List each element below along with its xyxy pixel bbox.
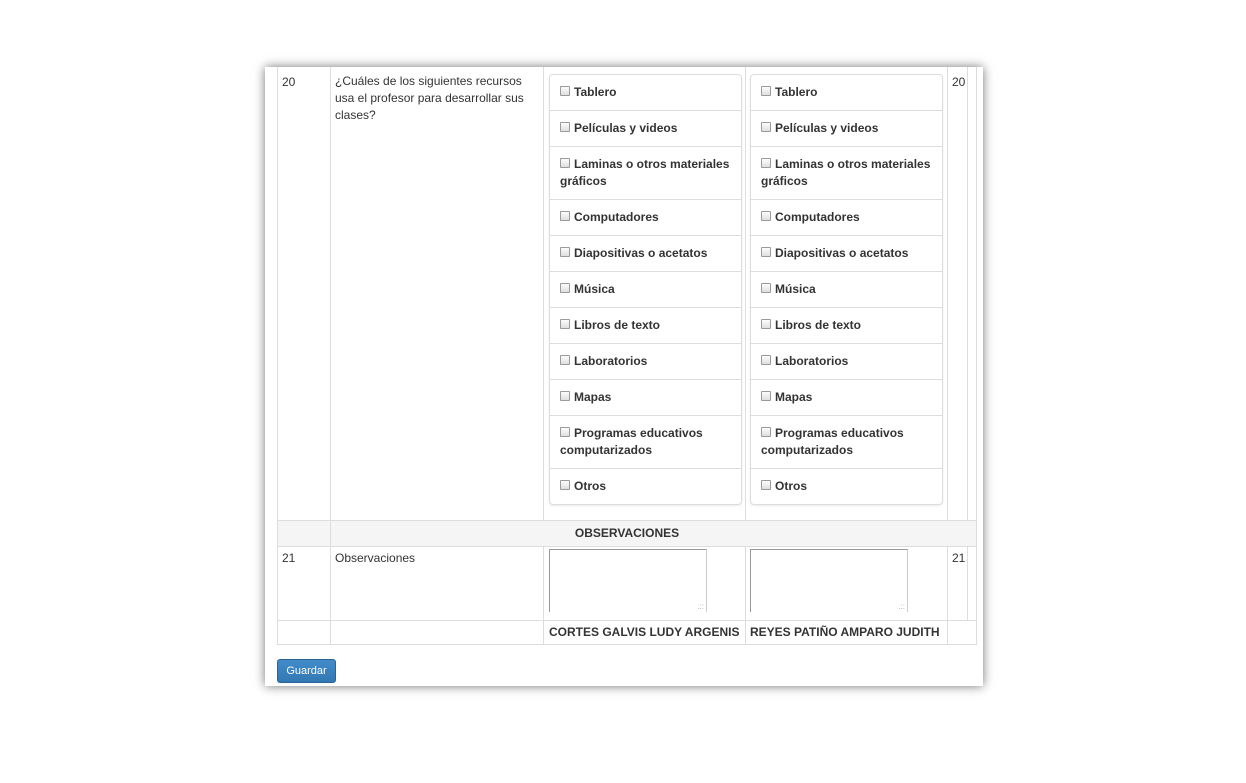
teacher-name-2: REYES PATIÑO AMPARO JUDITH [750,625,940,639]
option-label: Diapositivas o acetatos [574,246,708,260]
checkbox[interactable] [560,355,570,365]
checkbox[interactable] [761,391,771,401]
list-item [550,469,741,504]
grid-line [543,546,544,645]
list-item [751,380,942,416]
list-item [550,344,741,380]
option-label: Laminas o otros materiales gráficos [761,157,931,188]
checkbox[interactable] [761,480,771,490]
checkbox[interactable] [761,122,771,132]
list-item [550,147,741,200]
teacher-name-1: CORTES GALVIS LUDY ARGENIS [549,625,740,639]
checkbox[interactable] [761,283,771,293]
question-number-right: 20 [952,75,966,89]
options-list-teacher-2 [750,74,943,505]
option-label: Programas educativos computarizados [761,426,904,457]
option-label: Tablero [574,85,617,99]
option-label: Libros de texto [775,318,862,332]
grid-line [543,67,544,520]
checkbox[interactable] [761,427,771,437]
grid-line [277,546,977,547]
option-label: Laboratorios [775,354,849,368]
checkbox[interactable] [560,122,570,132]
checkbox[interactable] [560,86,570,96]
grid-line [745,546,746,645]
list-item [751,236,942,272]
option-label: Diapositivas o acetatos [775,246,909,260]
option-label: Computadores [574,210,659,224]
checkbox[interactable] [761,211,771,221]
list-item [751,272,942,308]
checkbox[interactable] [761,158,771,168]
option-label: Laboratorios [574,354,648,368]
grid-line [947,67,948,520]
grid-line [967,67,968,520]
list-item [550,111,741,147]
checkbox[interactable] [560,427,570,437]
list-item [550,308,741,344]
option-label: Tablero [775,85,818,99]
options-list-teacher-1 [549,74,742,505]
question-number: 20 [282,75,296,89]
checkbox[interactable] [761,355,771,365]
question-text: ¿Cuáles de los siguientes recursos usa el profesor para desarrollar sus clases? [335,74,524,122]
list-item [751,147,942,200]
list-item [550,75,741,111]
question-number-right: 21 [952,551,966,565]
option-label: Películas y videos [574,121,678,135]
option-label: Música [775,282,816,296]
option-label: Laminas o otros materiales gráficos [560,157,730,188]
list-item [550,380,741,416]
observations-textarea-teacher-1[interactable] [549,549,707,612]
survey-panel [265,67,983,686]
checkbox[interactable] [761,86,771,96]
option-label: Otros [574,479,607,493]
checkbox[interactable] [560,319,570,329]
list-item [751,75,942,111]
checkbox[interactable] [761,247,771,257]
option-label: Películas y videos [775,121,879,135]
grid-line [967,546,968,620]
grid-line [277,67,278,645]
survey-table [277,67,977,645]
option-label: Otros [775,479,808,493]
question-text: Observaciones [335,551,416,565]
save-button[interactable]: Guardar [277,659,336,683]
list-item [751,416,942,469]
list-item [751,308,942,344]
checkbox[interactable] [560,247,570,257]
option-label: Mapas [775,390,813,404]
question-number: 21 [282,551,296,565]
checkbox[interactable] [560,480,570,490]
grid-line [277,644,977,645]
resize-grip-icon[interactable]: .:: [898,602,905,611]
list-item [550,272,741,308]
option-label: Libros de texto [574,318,661,332]
option-label: Mapas [574,390,612,404]
checkbox[interactable] [560,283,570,293]
grid-line [330,67,331,645]
grid-line [947,546,948,645]
list-item [751,200,942,236]
list-item [550,416,741,469]
list-item [550,236,741,272]
grid-line [277,620,977,621]
option-label: Computadores [775,210,860,224]
list-item [751,469,942,504]
grid-line [976,67,977,645]
grid-line [745,67,746,520]
list-item [751,344,942,380]
list-item [550,200,741,236]
resize-grip-icon[interactable]: .:: [697,602,704,611]
section-title: OBSERVACIONES [574,526,680,540]
checkbox[interactable] [560,211,570,221]
option-label: Música [574,282,615,296]
observations-textarea-teacher-2[interactable] [750,549,908,612]
list-item [751,111,942,147]
option-label: Programas educativos computarizados [560,426,703,457]
checkbox[interactable] [761,319,771,329]
checkbox[interactable] [560,158,570,168]
checkbox[interactable] [560,391,570,401]
